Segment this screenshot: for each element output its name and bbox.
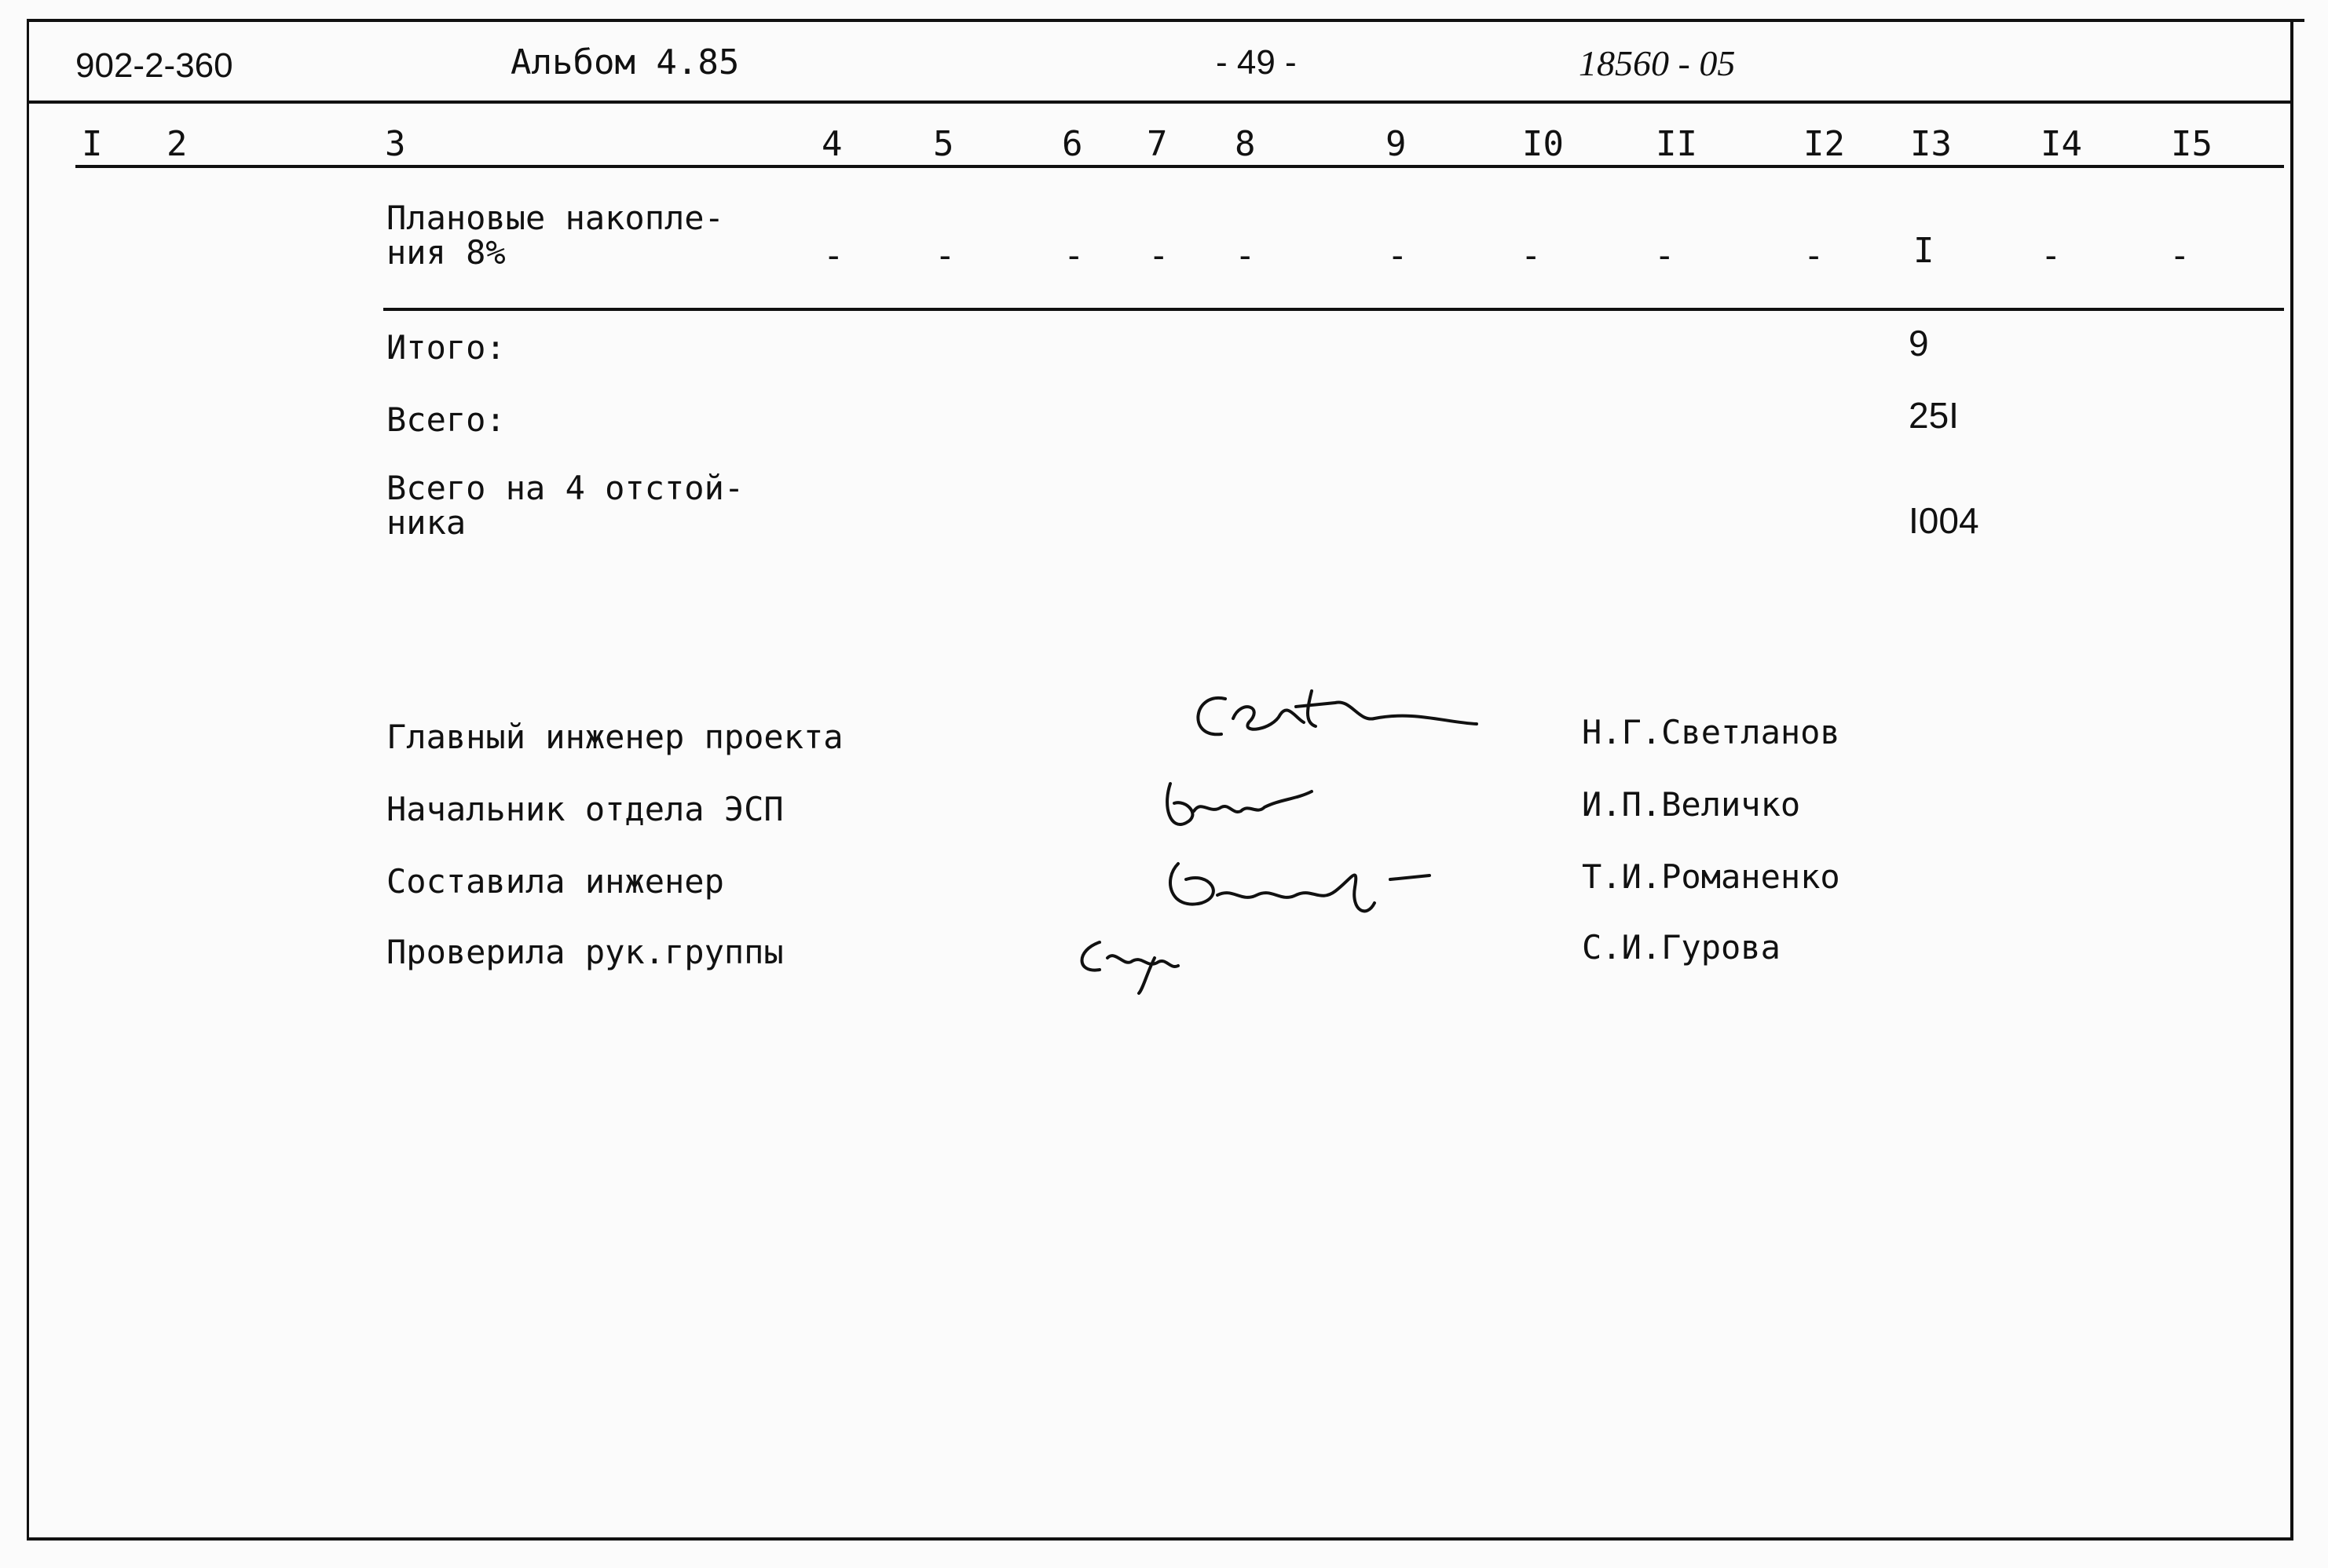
dash-cell: - — [2041, 236, 2062, 276]
handwritten-signature-2 — [1155, 768, 1343, 839]
signature-role: Главный инженер проекта — [386, 718, 844, 756]
vsego4-label: Всего на 4 отстой- ника — [386, 469, 745, 542]
signatory-name: С.И.Гурова — [1582, 928, 1781, 967]
signatory-name: Н.Г.Светланов — [1582, 713, 1840, 751]
doc-code: 902-2-360 — [75, 46, 233, 85]
inventory-number: 18560 - 05 — [1579, 43, 1736, 83]
frame-bottom-border — [27, 1537, 2293, 1541]
frame-right-border — [2290, 19, 2293, 1541]
handwritten-signature-3 — [1155, 848, 1453, 934]
column-number: II — [1656, 124, 1697, 164]
column-number: 9 — [1385, 124, 1407, 164]
frame-top-border — [27, 19, 2304, 22]
dash-cell: - — [935, 236, 956, 276]
row-planned-label: Плановые накопле- ния 8% — [386, 199, 724, 272]
itogo-label: Итого: — [386, 328, 506, 367]
column-number: 3 — [385, 124, 406, 164]
handwritten-signature-1 — [1178, 675, 1492, 754]
dash-cell: - — [1235, 236, 1256, 276]
album-label: Альбом 4.85 — [511, 42, 740, 82]
handwritten-signature-4 — [1068, 927, 1210, 997]
vsego4-value: I004 — [1909, 500, 1979, 541]
dash-cell: - — [1803, 236, 1825, 276]
column-number: 2 — [167, 124, 188, 164]
header-divider — [27, 101, 2292, 104]
vsego-value: 25I — [1909, 395, 1959, 436]
dash-cell: - — [1654, 236, 1675, 276]
signature-role: Составила инженер — [386, 862, 724, 901]
signatory-name: И.П.Величко — [1582, 785, 1801, 824]
column-number: 4 — [822, 124, 843, 164]
col13-value: I — [1913, 231, 1935, 271]
page-number: - 49 - — [1216, 43, 1297, 82]
column-number: I4 — [2041, 124, 2082, 164]
column-number: I2 — [1803, 124, 1845, 164]
dash-cell: - — [1521, 236, 1542, 276]
dash-cell: - — [2169, 236, 2191, 276]
column-number: 5 — [933, 124, 954, 164]
dash-cell: - — [823, 236, 844, 276]
dash-cell: - — [1387, 236, 1408, 276]
column-header-underline — [75, 165, 2284, 168]
signature-role: Начальник отдела ЭСП — [386, 790, 784, 828]
itogo-value: 9 — [1909, 323, 1929, 364]
column-number: I0 — [1522, 124, 1564, 164]
section-divider — [383, 308, 2284, 311]
column-number: I5 — [2171, 124, 2213, 164]
dash-cell: - — [1063, 236, 1085, 276]
column-number: 6 — [1062, 124, 1083, 164]
column-number: I — [82, 124, 103, 164]
column-number: 8 — [1235, 124, 1256, 164]
vsego-label: Всего: — [386, 400, 506, 439]
column-number: I3 — [1910, 124, 1952, 164]
column-number: 7 — [1147, 124, 1168, 164]
frame-left-border — [27, 19, 29, 1541]
dash-cell: - — [1148, 236, 1169, 276]
signature-role: Проверила рук.группы — [386, 933, 784, 971]
signatory-name: Т.И.Романенко — [1582, 857, 1840, 896]
